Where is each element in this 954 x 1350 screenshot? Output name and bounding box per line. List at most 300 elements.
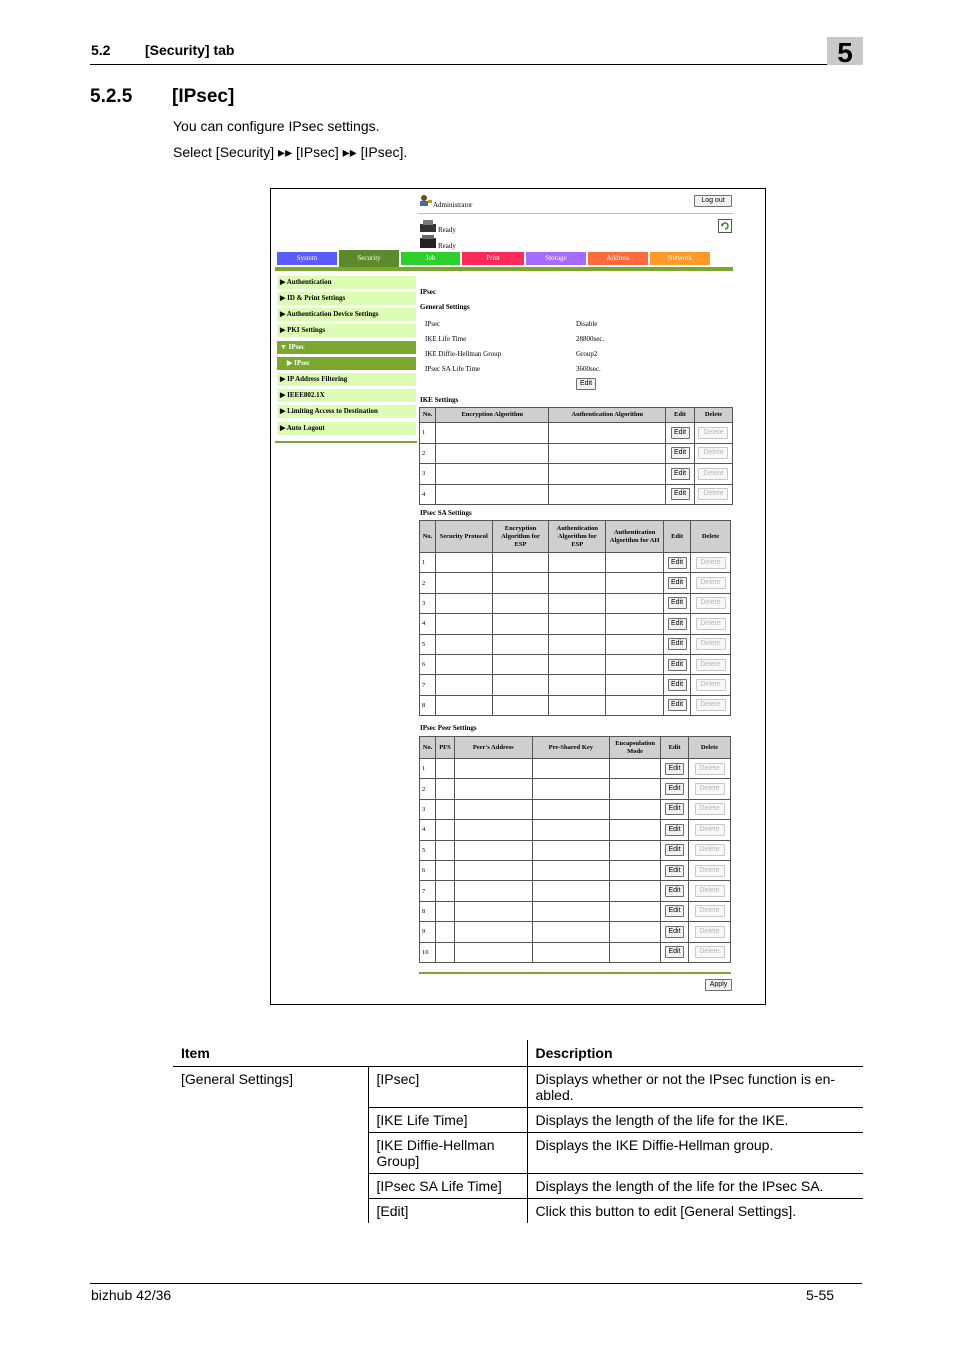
sa-delete-cell	[691, 634, 731, 654]
sa-edit-cell	[664, 553, 691, 573]
sa-row	[420, 634, 731, 654]
peer-edit-cell	[661, 881, 689, 901]
sa-col-header: No.	[420, 521, 436, 553]
sa-edit-button[interactable]: Edit	[668, 597, 687, 609]
peer-delete-button[interactable]: Delete	[695, 865, 725, 877]
sa-cell	[492, 634, 549, 654]
peer-edit-button[interactable]: Edit	[665, 946, 684, 958]
peer-delete-button[interactable]: Delete	[695, 763, 725, 775]
menu-limiting-access[interactable]: ▶ Limiting Access to Destination	[277, 405, 416, 418]
peer-col-header: PFS	[435, 737, 454, 759]
sa-col-header: Edit	[664, 521, 691, 553]
ike-delete-button[interactable]: Delete	[698, 427, 728, 439]
sa-cell	[435, 634, 492, 654]
menu-ipsec[interactable]: ▶ IPsec	[277, 357, 416, 370]
sa-edit-cell	[664, 654, 691, 674]
peer-delete-cell	[689, 901, 731, 921]
peer-cell	[532, 820, 610, 840]
sa-settings-table	[419, 520, 731, 716]
ipsec-screenshot	[270, 188, 766, 1005]
ike-edit-button[interactable]: Edit	[671, 447, 690, 459]
peer-delete-cell	[689, 922, 731, 942]
peer-cell	[454, 922, 532, 942]
ike-edit-cell	[666, 423, 695, 444]
sa-cell	[435, 614, 492, 634]
peer-delete-cell	[689, 840, 731, 860]
peer-cell	[610, 820, 661, 840]
sa-row-number: 7	[420, 675, 436, 695]
peer-delete-button[interactable]: Delete	[695, 824, 725, 836]
peer-row	[420, 779, 731, 799]
peer-delete-cell	[689, 799, 731, 819]
general-dh-group-label: IKE Diffie-Hellman Group	[425, 350, 502, 358]
peer-cell	[610, 901, 661, 921]
general-edit-button[interactable]: Edit	[576, 378, 596, 390]
ike-cell	[435, 443, 549, 464]
ike-row	[420, 464, 733, 485]
sa-delete-cell	[691, 675, 731, 695]
sa-edit-button[interactable]: Edit	[668, 618, 687, 630]
peer-settings-table	[419, 736, 731, 963]
description-cell: Displays the length of the life for the IKE.	[527, 1108, 863, 1133]
sa-cell	[549, 654, 606, 674]
header-section-title: [Security] tab	[145, 42, 235, 58]
peer-edit-button[interactable]: Edit	[665, 905, 684, 917]
sa-delete-button[interactable]: Delete	[696, 577, 726, 589]
peer-cell	[435, 901, 454, 921]
sa-cell	[435, 654, 492, 674]
group-general-settings: [General Settings]	[181, 1071, 294, 1087]
description-cell: Click this button to edit [General Settings].	[527, 1199, 863, 1224]
ike-delete-button[interactable]: Delete	[698, 488, 728, 500]
sa-col-header: Encryption Algorithm for ESP	[492, 521, 549, 553]
peer-col-header: Pre-Shared Key	[532, 737, 610, 759]
peer-cell	[435, 942, 454, 962]
sa-row-number: 4	[420, 614, 436, 634]
peer-cell	[454, 860, 532, 880]
sa-cell	[606, 634, 664, 654]
menu-authentication-device[interactable]: ▶ Authentication Device Settings	[277, 308, 416, 321]
general-ike-life-value: 28800sec.	[576, 335, 605, 343]
sa-cell	[435, 553, 492, 573]
peer-cell	[435, 799, 454, 819]
peer-edit-button[interactable]: Edit	[665, 865, 684, 877]
tab-job[interactable]: Job	[401, 252, 460, 265]
menu-ip-address-filtering[interactable]: ▶ IP Address Filtering	[277, 373, 416, 386]
ike-settings-table	[419, 407, 733, 505]
peer-delete-cell	[689, 860, 731, 880]
sa-cell	[435, 593, 492, 613]
peer-delete-cell	[689, 759, 731, 779]
ike-col-header: Encryption Algorithm	[435, 408, 549, 423]
sa-delete-button[interactable]: Delete	[696, 679, 726, 691]
administrator-icon	[419, 194, 433, 206]
sa-delete-cell	[691, 593, 731, 613]
sa-row	[420, 614, 731, 634]
tab-print[interactable]: Print	[462, 252, 524, 265]
item-cell: [IPsec SA Life Time]	[368, 1174, 527, 1199]
peer-edit-button[interactable]: Edit	[665, 844, 684, 856]
ike-col-header: Authentication Algorithm	[549, 408, 666, 423]
sa-edit-cell	[664, 614, 691, 634]
sa-row	[420, 593, 731, 613]
sa-cell	[492, 654, 549, 674]
footer-rule	[90, 1283, 862, 1284]
admin-label: Administrator	[433, 201, 473, 209]
peer-cell	[435, 881, 454, 901]
menu-auto-logout[interactable]: ▶ Auto Logout	[277, 422, 416, 435]
peer-settings-heading: IPsec Peer Settings	[420, 724, 477, 732]
peer-edit-button[interactable]: Edit	[665, 803, 684, 815]
sa-cell	[435, 675, 492, 695]
peer-delete-cell	[689, 881, 731, 901]
status-ready-2: Ready	[438, 242, 456, 250]
sa-cell	[492, 553, 549, 573]
peer-edit-cell	[661, 942, 689, 962]
description-cell: Displays the IKE Diffie-Hellman group.	[527, 1133, 863, 1174]
peer-cell	[454, 779, 532, 799]
sa-edit-cell	[664, 634, 691, 654]
ike-delete-cell	[694, 464, 732, 485]
status-ready-1: Ready	[438, 226, 456, 234]
peer-cell	[454, 881, 532, 901]
sa-cell	[549, 695, 606, 715]
ike-edit-cell	[666, 464, 695, 485]
general-sa-life-label: IPsec SA Life Time	[425, 365, 481, 373]
ike-settings-heading: IKE Settings	[420, 396, 459, 404]
sa-row-number: 6	[420, 654, 436, 674]
peer-row	[420, 799, 731, 819]
ike-delete-button[interactable]: Delete	[698, 468, 728, 480]
peer-cell	[454, 820, 532, 840]
peer-cell	[454, 759, 532, 779]
peer-col-header: Edit	[661, 737, 689, 759]
ike-col-header: No.	[420, 408, 436, 423]
tab-address[interactable]: Address	[588, 252, 648, 265]
peer-cell	[454, 942, 532, 962]
sa-cell	[492, 573, 549, 593]
description-table	[173, 1040, 863, 1223]
sa-delete-cell	[691, 654, 731, 674]
tab-underline	[275, 267, 733, 271]
col-header-item: Item	[173, 1040, 527, 1067]
menu-pki-settings[interactable]: ▶ PKI Settings	[277, 324, 416, 337]
sa-row	[420, 695, 731, 715]
general-ipsec-value: Disable	[576, 320, 598, 328]
ike-delete-cell	[694, 423, 732, 444]
ike-cell	[549, 484, 666, 505]
peer-cell	[532, 799, 610, 819]
logout-button[interactable]: Log out	[694, 195, 732, 207]
peer-cell	[532, 901, 610, 921]
sa-cell	[549, 634, 606, 654]
peer-edit-button[interactable]: Edit	[665, 824, 684, 836]
ike-row-number: 4	[420, 484, 436, 505]
peer-cell	[610, 799, 661, 819]
chapter-number: 5	[827, 37, 863, 65]
peer-col-header: Encapsulation Mode	[610, 737, 661, 759]
peer-cell	[532, 881, 610, 901]
peer-delete-button[interactable]: Delete	[695, 803, 725, 815]
sa-cell	[549, 593, 606, 613]
sa-cell	[435, 695, 492, 715]
ike-row-number: 3	[420, 464, 436, 485]
peer-delete-button[interactable]: Delete	[695, 783, 725, 795]
menu-id-print-settings[interactable]: ▶ ID & Print Settings	[277, 292, 416, 305]
peer-cell	[454, 901, 532, 921]
sa-edit-cell	[664, 593, 691, 613]
sa-settings-heading: IPsec SA Settings	[420, 509, 472, 517]
peer-row-number: 10	[420, 942, 436, 962]
peer-row	[420, 942, 731, 962]
ike-edit-cell	[666, 443, 695, 464]
sa-cell	[606, 593, 664, 613]
peer-cell	[435, 840, 454, 860]
ike-cell	[549, 464, 666, 485]
peer-cell	[435, 820, 454, 840]
peer-edit-cell	[661, 860, 689, 880]
header-rule	[90, 64, 862, 65]
peer-edit-cell	[661, 799, 689, 819]
sa-delete-button[interactable]: Delete	[696, 699, 726, 711]
printer-icon	[419, 220, 437, 233]
ike-row	[420, 484, 733, 505]
sa-row-number: 3	[420, 593, 436, 613]
peer-cell	[610, 860, 661, 880]
menu-authentication[interactable]: ▶ Authentication	[277, 276, 416, 289]
sa-edit-button[interactable]: Edit	[668, 679, 687, 691]
sa-delete-button[interactable]: Delete	[696, 638, 726, 650]
peer-edit-button[interactable]: Edit	[665, 926, 684, 938]
apply-divider	[419, 972, 731, 974]
divider	[418, 213, 733, 214]
peer-row-number: 5	[420, 840, 436, 860]
peer-cell	[610, 779, 661, 799]
peer-row-number: 8	[420, 901, 436, 921]
peer-cell	[435, 779, 454, 799]
ike-cell	[435, 423, 549, 444]
sa-row-number: 1	[420, 553, 436, 573]
item-cell: [Edit]	[368, 1199, 527, 1224]
peer-edit-button[interactable]: Edit	[665, 885, 684, 897]
sa-cell	[549, 573, 606, 593]
sa-cell	[549, 553, 606, 573]
sa-cell	[606, 675, 664, 695]
peer-cell	[610, 922, 661, 942]
sa-cell	[549, 614, 606, 634]
peer-delete-button[interactable]: Delete	[695, 844, 725, 856]
peer-row-number: 6	[420, 860, 436, 880]
sa-cell	[492, 695, 549, 715]
tab-network[interactable]: Network	[650, 252, 710, 265]
item-cell: [IKE Life Time]	[368, 1108, 527, 1133]
peer-edit-cell	[661, 901, 689, 921]
peer-delete-cell	[689, 820, 731, 840]
peer-cell	[435, 922, 454, 942]
footer-page-number: 5-55	[806, 1287, 835, 1303]
sa-delete-cell	[691, 695, 731, 715]
tab-storage[interactable]: Storage	[526, 252, 586, 265]
sa-cell	[606, 654, 664, 674]
peer-cell	[610, 881, 661, 901]
peer-delete-cell	[689, 942, 731, 962]
sa-delete-button[interactable]: Delete	[696, 659, 726, 671]
page-title: IPsec	[420, 288, 436, 296]
peer-delete-button[interactable]: Delete	[695, 946, 725, 958]
apply-button[interactable]: Apply	[705, 979, 732, 991]
tab-security[interactable]: Security	[339, 250, 399, 267]
sa-delete-cell	[691, 573, 731, 593]
sa-delete-button[interactable]: Delete	[696, 618, 726, 630]
peer-cell	[610, 759, 661, 779]
peer-col-header: Delete	[689, 737, 731, 759]
peer-delete-button[interactable]: Delete	[695, 926, 725, 938]
peer-row-number: 9	[420, 922, 436, 942]
sa-row	[420, 573, 731, 593]
peer-edit-cell	[661, 922, 689, 942]
ike-row-number: 2	[420, 443, 436, 464]
peer-cell	[532, 759, 610, 779]
ike-row	[420, 423, 733, 444]
peer-row-number: 4	[420, 820, 436, 840]
sa-edit-cell	[664, 573, 691, 593]
general-settings-heading: General Settings	[420, 303, 470, 311]
sa-row	[420, 675, 731, 695]
ike-cell	[549, 423, 666, 444]
sa-edit-button[interactable]: Edit	[668, 577, 687, 589]
sa-row-number: 5	[420, 634, 436, 654]
sa-col-header: Security Protocol	[435, 521, 492, 553]
item-cell: [IPsec]	[368, 1067, 527, 1108]
sa-edit-button[interactable]: Edit	[668, 638, 687, 650]
menu-ieee8021x[interactable]: ▶ IEEE802.1X	[277, 389, 416, 402]
peer-delete-button[interactable]: Delete	[695, 885, 725, 897]
peer-cell	[454, 799, 532, 819]
general-ike-life-label: IKE Life Time	[425, 335, 467, 343]
sa-cell	[492, 614, 549, 634]
description-cell: Displays whether or not the IPsec function is en-abled.	[527, 1067, 863, 1108]
peer-row	[420, 820, 731, 840]
ike-delete-button[interactable]: Delete	[698, 447, 728, 459]
description-cell: Displays the length of the life for the IPsec SA.	[527, 1174, 863, 1199]
intro-path: Select [Security] ▸▸ [IPsec] ▸▸ [IPsec].	[173, 144, 408, 160]
ike-edit-button[interactable]: Edit	[671, 468, 690, 480]
peer-row-number: 3	[420, 799, 436, 819]
sa-cell	[492, 593, 549, 613]
peer-row	[420, 759, 731, 779]
sa-row	[420, 553, 731, 573]
peer-row	[420, 901, 731, 921]
sa-row-number: 2	[420, 573, 436, 593]
sa-edit-cell	[664, 675, 691, 695]
sa-delete-cell	[691, 614, 731, 634]
peer-edit-button[interactable]: Edit	[665, 763, 684, 775]
ike-edit-button[interactable]: Edit	[671, 427, 690, 439]
sa-cell	[606, 614, 664, 634]
peer-row	[420, 840, 731, 860]
sa-edit-button[interactable]: Edit	[668, 659, 687, 671]
ike-row	[420, 443, 733, 464]
sa-delete-cell	[691, 553, 731, 573]
peer-edit-button[interactable]: Edit	[665, 783, 684, 795]
col-header-description: Description	[527, 1040, 863, 1067]
peer-cell	[532, 942, 610, 962]
sa-cell	[492, 675, 549, 695]
peer-cell	[610, 840, 661, 860]
sa-row	[420, 654, 731, 674]
peer-delete-button[interactable]: Delete	[695, 905, 725, 917]
intro-text: You can configure IPsec settings.	[173, 118, 380, 134]
peer-cell	[435, 860, 454, 880]
peer-edit-cell	[661, 759, 689, 779]
menu-ipsec-group[interactable]: ▼ IPsec	[277, 341, 416, 354]
refresh-icon[interactable]	[718, 219, 732, 233]
sa-cell	[549, 675, 606, 695]
peer-cell	[610, 942, 661, 962]
peer-edit-cell	[661, 820, 689, 840]
peer-row	[420, 881, 731, 901]
peer-delete-cell	[689, 779, 731, 799]
ike-delete-cell	[694, 443, 732, 464]
peer-row	[420, 860, 731, 880]
general-sa-life-value: 3600sec.	[576, 365, 601, 373]
ike-edit-button[interactable]: Edit	[671, 488, 690, 500]
header-section-number: 5.2	[91, 42, 111, 58]
sa-delete-button[interactable]: Delete	[696, 557, 726, 569]
ike-col-header: Edit	[666, 408, 695, 423]
peer-row	[420, 922, 731, 942]
sa-edit-button[interactable]: Edit	[668, 699, 687, 711]
item-cell: [IKE Diffie-Hellman Group]	[368, 1133, 527, 1174]
sa-cell	[606, 695, 664, 715]
peer-cell	[435, 759, 454, 779]
peer-cell	[532, 840, 610, 860]
peer-col-header: Peer's Address	[454, 737, 532, 759]
heading-title: [IPsec]	[172, 86, 235, 107]
peer-cell	[532, 860, 610, 880]
peer-col-header: No.	[420, 737, 436, 759]
sa-col-header: Authentication Algorithm for AH	[606, 521, 664, 553]
scanner-icon	[419, 235, 437, 249]
peer-row-number: 1	[420, 759, 436, 779]
peer-cell	[532, 779, 610, 799]
ike-row-number: 1	[420, 423, 436, 444]
ike-cell	[549, 443, 666, 464]
peer-cell	[532, 922, 610, 942]
general-ipsec-label: IPsec	[425, 320, 441, 328]
sa-cell	[606, 573, 664, 593]
ike-cell	[435, 484, 549, 505]
sa-row-number: 8	[420, 695, 436, 715]
sa-edit-button[interactable]: Edit	[668, 557, 687, 569]
sa-edit-cell	[664, 695, 691, 715]
sa-delete-button[interactable]: Delete	[696, 597, 726, 609]
heading-number: 5.2.5	[90, 86, 133, 107]
peer-edit-cell	[661, 840, 689, 860]
peer-row-number: 7	[420, 881, 436, 901]
footer-product: bizhub 42/36	[91, 1287, 172, 1303]
ike-col-header: Delete	[694, 408, 732, 423]
sa-col-header: Authentication Algorithm for ESP	[549, 521, 606, 553]
ike-edit-cell	[666, 484, 695, 505]
peer-row-number: 2	[420, 779, 436, 799]
general-dh-group-value: Group2	[576, 350, 598, 358]
peer-cell	[454, 840, 532, 860]
ike-delete-cell	[694, 484, 732, 505]
sa-col-header: Delete	[691, 521, 731, 553]
ike-cell	[435, 464, 549, 485]
tab-system[interactable]: System	[277, 252, 337, 265]
